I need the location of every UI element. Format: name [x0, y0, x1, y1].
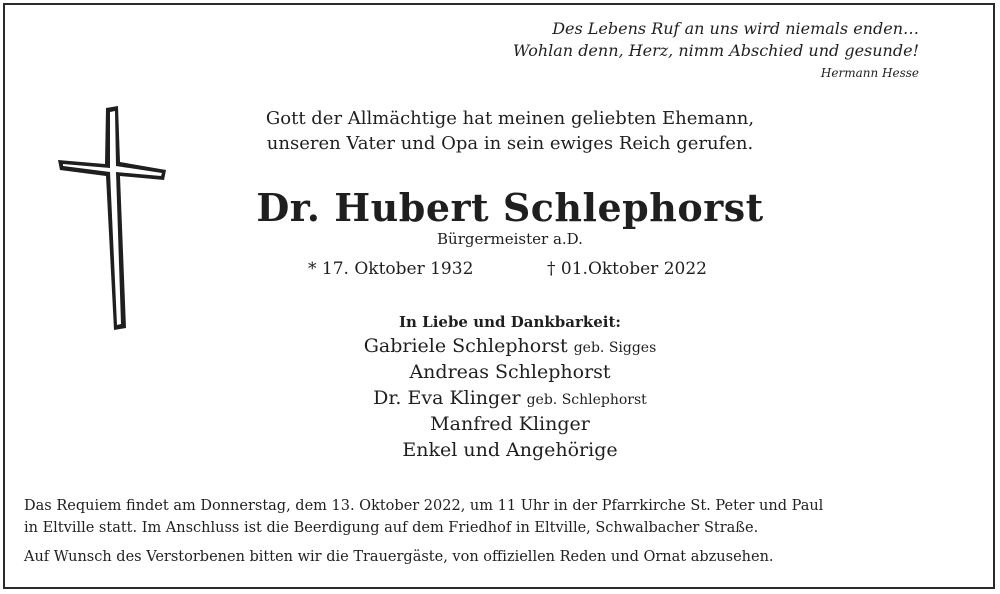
death-date: † 01.Oktober 2022: [547, 259, 707, 279]
latin-cross-icon: [58, 106, 168, 330]
mourner-name: Andreas Schlephorst: [409, 361, 611, 383]
intro-line-1: Gott der Allmächtige hat meinen geliebten Ehemann,: [265, 108, 755, 129]
mourner-entry: [160, 385, 860, 413]
mourner-entry: [160, 411, 860, 437]
birth-date: * 17. Oktober 1932: [308, 259, 474, 279]
epigraph: [513, 18, 919, 83]
mourner-note: geb. Schlephorst: [526, 392, 647, 408]
mourner-entry: [160, 359, 860, 385]
requiem-line-1: Das Requiem findet am Donnerstag, dem 13. Oktober 2022, um 11 Uhr in der Pfarrkirche St. Peter und Paul: [24, 498, 824, 514]
mourners-heading: In Liebe und Dankbarkeit:: [399, 313, 621, 331]
requiem-info: [24, 495, 964, 539]
mourner-name: Enkel und Angehörige: [402, 439, 618, 461]
deceased-title: Bürgermeister a.D.: [437, 230, 583, 248]
mourner-name: Gabriele Schlephorst: [363, 335, 568, 357]
epigraph-line-2: Wohlan denn, Herz, nimm Abschied und gesunde!: [512, 41, 919, 60]
family-wish: Auf Wunsch des Verstorbenen bitten wir die Trauergäste, von offiziellen Reden und Ornat abzusehen.: [24, 549, 774, 565]
intro-text: [160, 106, 860, 156]
mourner-entry: [160, 437, 860, 463]
intro-line-2: unseren Vater und Opa in sein ewiges Reich gerufen.: [266, 133, 754, 154]
mourner-name: Manfred Klinger: [430, 413, 590, 435]
mourner-name: Dr. Eva Klinger: [373, 387, 521, 409]
epigraph-author: Hermann Hesse: [820, 66, 919, 80]
requiem-line-2: in Eltville statt. Im Anschluss ist die Beerdigung auf dem Friedhof in Eltville, Schwalbacher Straße.: [24, 520, 759, 536]
epigraph-line-1: Des Lebens Ruf an uns wird niemals enden…: [552, 19, 919, 38]
deceased-name: Dr. Hubert Schlephorst: [256, 185, 764, 230]
mourner-note: geb. Sigges: [573, 340, 657, 356]
mourner-entry: [160, 333, 860, 361]
